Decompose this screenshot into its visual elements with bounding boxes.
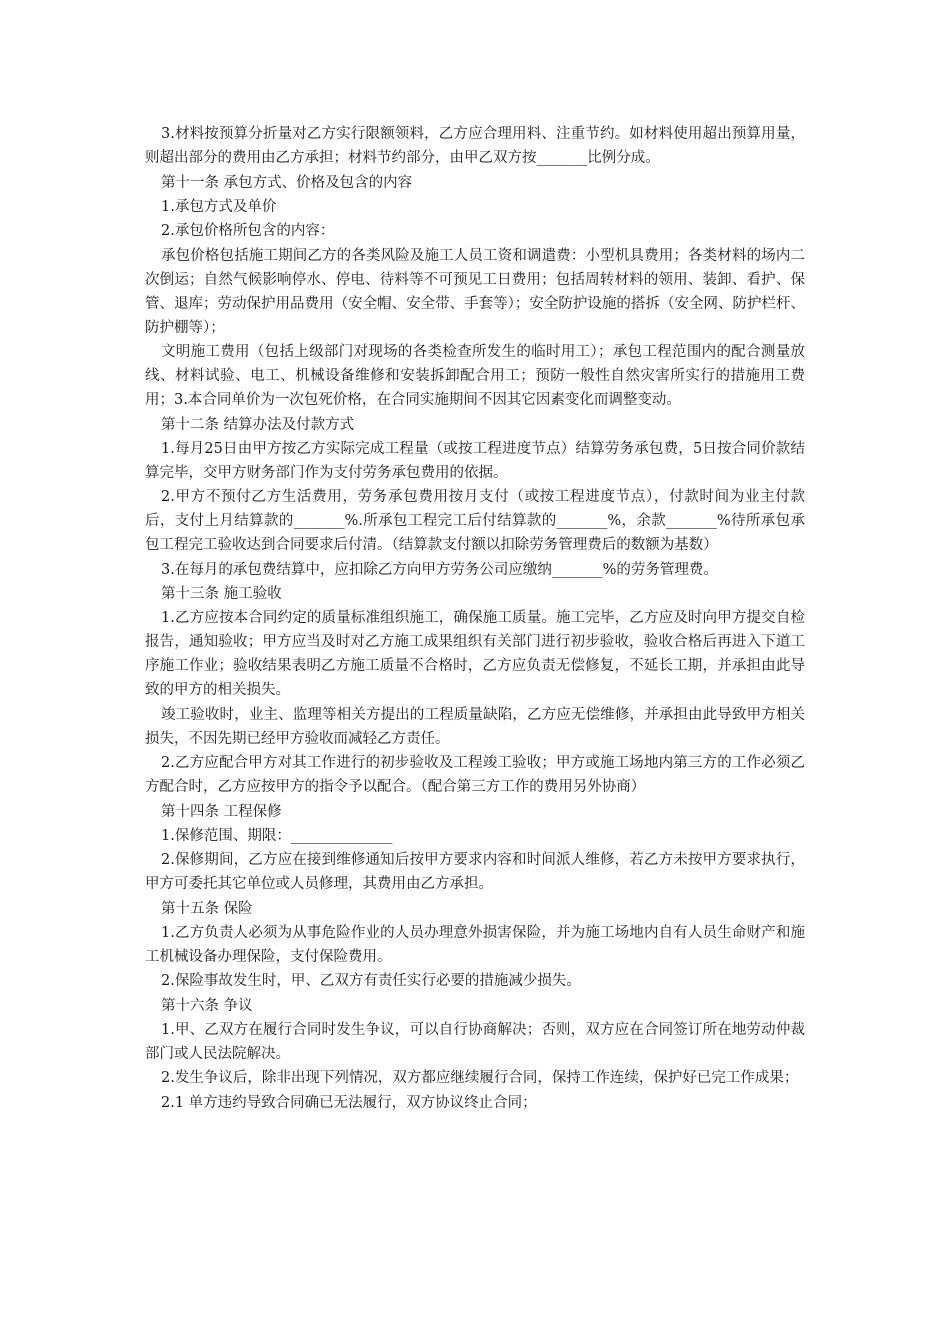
- paragraph-completion-acceptance: 竣工验收时，业主、监理等相关方提出的工程质量缺陷，乙方应无偿维修，并承担由此导致甲方相关损失，不因先期已经甲方验收而减轻乙方责任。: [145, 706, 805, 747]
- document-page: [145, 122, 805, 1115]
- article-16-heading: 第十六条 争议: [161, 997, 253, 1014]
- paragraph-warranty-period: 2.保修期间，乙方应在接到维修通知后按甲方要求内容和时间派人维修，若乙方未按甲方要求执行，甲方可委托其它单位或人员修理，其费用由乙方承担。: [145, 852, 805, 892]
- paragraph-price-includes: 承包价格包括施工期间乙方的各类风险及施工人员工资和调遣费：小型机具费用；各类材料的场内二次倒运；自然气候影响停水、停电、待料等不可预见工日费用；包括周转材料的领用、装卸、看护、保管、退库；劳动保护用品费用（安全帽、安全带、手套等）；安全防护设施的搭拆（安全网、防护栏杆、防护棚等）；: [145, 247, 805, 336]
- paragraph-continue-performance: 2.发生争议后，除非出现下列情况，双方都应继续履行合同，保持工作连续，保护好已完工作成果；: [161, 1070, 799, 1086]
- paragraph-monthly-settlement: 1.每月25日由甲方按乙方实际完成工程量（或按工程进度节点）结算劳务承包费，5日按合同价款结算完毕，交甲方财务部门作为支付劳务承包费用的依据。: [145, 440, 805, 481]
- paragraph-warranty-scope: 1.保修范围、期限：______________: [161, 827, 393, 844]
- paragraph-insurance-duty: 1.乙方负责人必须为从事危险作业的人员办理意外损害保险，并为施工场地内自有人员生命财产和施工机械设备办理保险，支付保险费用。: [145, 924, 805, 965]
- article-14-heading: 第十四条 工程保修: [161, 803, 282, 820]
- paragraph-contract-method: 1.承包方式及单价: [161, 198, 277, 215]
- article-13-heading: 第十三条 施工验收: [161, 586, 282, 602]
- paragraph-unilateral-breach: 2.1 单方违约导致合同确已无法履行，双方协议终止合同；: [161, 1094, 537, 1111]
- paragraph-quality-inspection: 1.乙方应按本合同约定的质量标准组织施工，确保施工质量。施工完毕，乙方应及时向甲方提交自检报告，通知验收；甲方应当及时对乙方施工成果组织有关部门进行初步验收，验收合格后再进入下道工序施工作业；验收结果表明乙方施工质量不合格时，乙方应负责无偿修复，不延长工期，并承担由此导致的甲方的相关损失。: [145, 610, 805, 698]
- paragraph-payment-terms: 2.甲方不预付乙方生活费用，劳务承包费用按月支付（或按工程进度节点），付款时间为业主付款后，支付上月结算款的_______%.所承包工程完工后付结算款的_______%，余款_______%待所承包承包工程完工验收达到合同要求后付清。（结算款支付额以扣除劳务管理费后的数额为基数）: [145, 489, 805, 553]
- paragraph-dispute-resolution: 1.甲、乙双方在履行合同时发生争议，可以自行协商解决；否则，双方应在合同签订所在地劳动仲裁部门或人民法院解决。: [145, 1021, 805, 1062]
- paragraph-management-fee: 3.在每月的承包费结算中，应扣除乙方向甲方劳务公司应缴纳_______%的劳务管理费。: [161, 561, 718, 578]
- paragraph-cooperation: 2.乙方应配合甲方对其工作进行的初步验收及工程竣工验收；甲方或施工场地内第三方的工作必须乙方配合时，乙方应按甲方的指令予以配合。（配合第三方工作的费用另外协商）: [145, 755, 805, 795]
- article-12-heading: 第十二条 结算办法及付款方式: [161, 416, 355, 433]
- article-15-heading: 第十五条 保险: [161, 900, 253, 917]
- paragraph-insurance-accident: 2.保险事故发生时，甲、乙双方有责任实行必要的措施减少损失。: [161, 973, 581, 989]
- article-11-heading: 第十一条 承包方式、价格及包含的内容: [161, 174, 413, 191]
- paragraph-civilized-construction: 文明施工费用（包括上级部门对现场的各类检查所发生的临时用工）；承包工程范围内的配合测量放线、材料试验、电工、机械设备维修和安装拆卸配合用工；预防一般性自然灾害所实行的措施用工费用；3.本合同单价为一次包死价格，在合同实施期间不因其它因素变化而调整变动。: [145, 344, 805, 408]
- paragraph-material-quota: 3.材料按预算分折量对乙方实行限额领料，乙方应合理用料、注重节约。如材料使用超出预算用量，则超出部分的费用由乙方承担；材料节约部分，由甲乙双方按_______比例分成。: [145, 126, 805, 166]
- paragraph-price-contents-title: 2.承包价格所包含的内容：: [161, 223, 335, 239]
